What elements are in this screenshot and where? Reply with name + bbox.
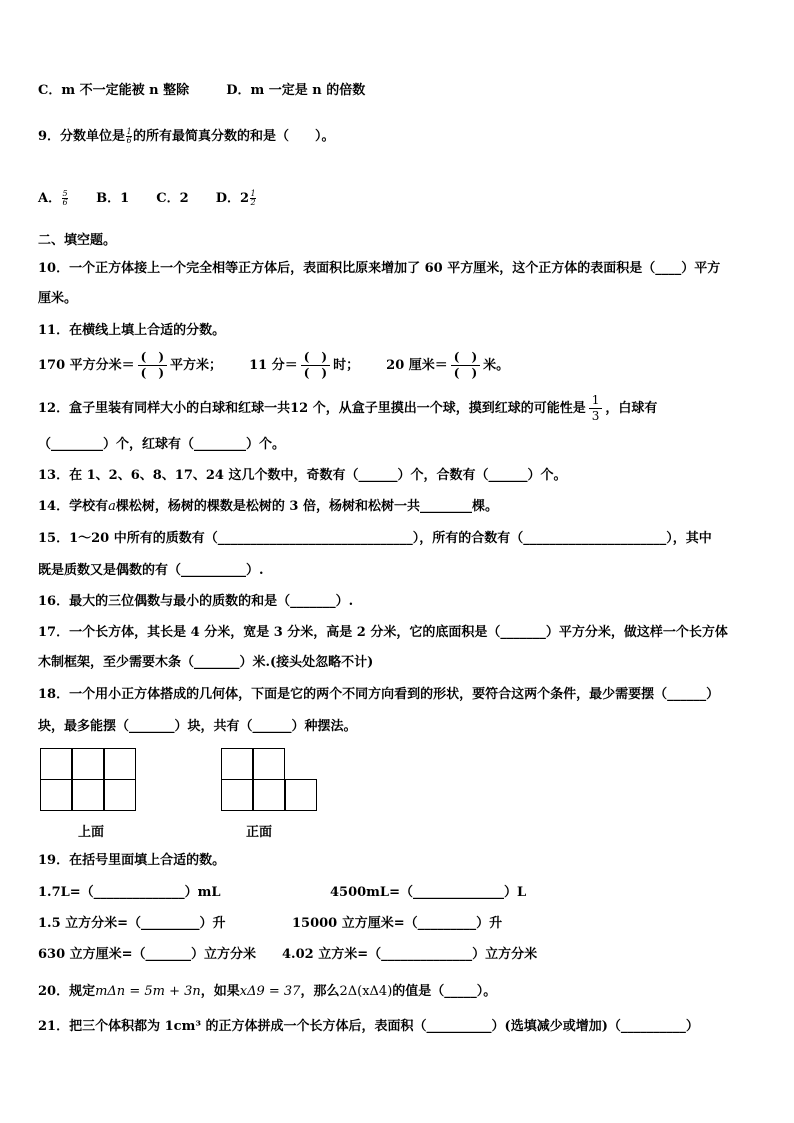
question-16: 16．最大的三位偶数与最小的质数的和是（_______）. <box>38 594 354 609</box>
question-14: 14．学校有a棵松树，杨树的棵数是松树的 3 倍，杨树和松树一共________棵。 <box>38 499 498 514</box>
fraction-blank: $\frac{( )}{( )}$ <box>451 350 480 381</box>
q9-suffix: 的所有最简真分数的和是（ ）。 <box>133 129 335 144</box>
question-13: 13．在 1、2、6、8、17、24 这几个数中，奇数有（______）个，合数有（______）个。 <box>38 468 567 483</box>
option-d-2: D．2 $\frac{1}{2}$ <box>215 189 256 207</box>
question-10-line1: 10．一个正方体接上一个完全相等正方体后，表面积比原来增加了 60 平方厘米，这个正方体的表面积是（____）平方 <box>38 261 721 276</box>
q19-row3a: 630 立方厘米=（_______）立方分米 <box>38 947 257 962</box>
option-c: C．m 不一定能被 n 整除 <box>38 83 190 98</box>
question-20: 20．规定mΔn = 5m + 3n，如果xΔ9 = 37，那么2Δ(xΔ4)的值是（_____）。 <box>38 984 497 999</box>
question-11-fractions: 170 平方分米＝ $\frac{( )}{( )}$ 平方米； 11 分＝ $\frac{( )}{( )}$ 时； 20 厘米＝ $\frac{( )}{( )}$ 米。 <box>38 350 510 380</box>
front-view-label: 正面 <box>246 825 273 840</box>
question-12-line2: （________）个，红球有（________）个。 <box>38 437 286 452</box>
question-17-line2: 木制框架，至少需要木条（_______）米.(接头处忽略不计) <box>38 655 374 670</box>
q19-row3b: 4.02 立方米=（______________）立方分米 <box>282 947 538 962</box>
option-b: B．1 <box>96 191 130 206</box>
section-heading: 二、填空题。 <box>38 233 117 248</box>
question-10-line2: 厘米。 <box>38 291 78 306</box>
option-c-2: C．2 <box>156 191 189 206</box>
question-17-line1: 17．一个长方体，其长是 4 分米，宽是 3 分米，高是 2 分米，它的底面积是（_______）平方分米，做这样一个长方体 <box>38 625 728 640</box>
question-9 <box>38 128 335 146</box>
q9-fraction: $\frac{1}{6}$ <box>126 127 132 145</box>
q19-row2a: 1.5 立方分米=（_________）升 <box>38 916 226 931</box>
option-d: D．m 一定是 n 的倍数 <box>226 83 366 98</box>
q19-row2b: 15000 立方厘米=（_________）升 <box>292 916 503 931</box>
question-19-title: 19．在括号里面填上合适的数。 <box>38 853 226 868</box>
options-c-d <box>38 82 365 100</box>
q12-fraction: $\frac{1}{3}$ <box>589 393 603 424</box>
question-21: 21．把三个体积都为 1cm³ 的正方体拼成一个长方体后，表面积（__________）(选填减少或增加)（__________） <box>38 1019 699 1034</box>
q19-row1a: 1.7L=（______________）mL <box>38 885 221 900</box>
fraction-blank: $\frac{( )}{( )}$ <box>301 350 330 381</box>
question-15-line1: 15．1～20 中所有的质数有（______________________________），所有的合数有（______________________），其中 <box>38 531 712 546</box>
q9-prefix: 9．分数单位是 <box>38 129 126 144</box>
question-9-options: A． $\frac{5}{6}$ B．1 C．2 D．2 $\frac{1}{2}$ <box>38 189 256 207</box>
front-view-diagram <box>221 748 319 812</box>
top-view-label: 上面 <box>78 825 105 840</box>
question-15-line2: 既是质数又是偶数的有（__________）. <box>38 563 264 578</box>
q19-row1b: 4500mL=（______________）L <box>330 885 527 900</box>
question-18-line2: 块，最多能摆（_______）块，共有（______）种摆法。 <box>38 719 357 734</box>
option-a-fraction: $\frac{5}{6}$ <box>62 189 68 207</box>
question-18-line1: 18．一个用小正方体搭成的几何体，下面是它的两个不同方向看到的形状，要符合这两个条件，最少需要摆（______） <box>38 687 720 702</box>
top-view-diagram <box>40 748 138 812</box>
fraction-blank: $\frac{( )}{( )}$ <box>138 350 167 381</box>
question-11-title: 11．在横线上填上合适的分数。 <box>38 323 226 338</box>
question-12-line1: 12．盒子里装有同样大小的白球和红球一共12 个，从盒子里摸出一个球，摸到红球的可能性是 $\frac{1}{3}$ ，白球有 <box>38 393 658 423</box>
